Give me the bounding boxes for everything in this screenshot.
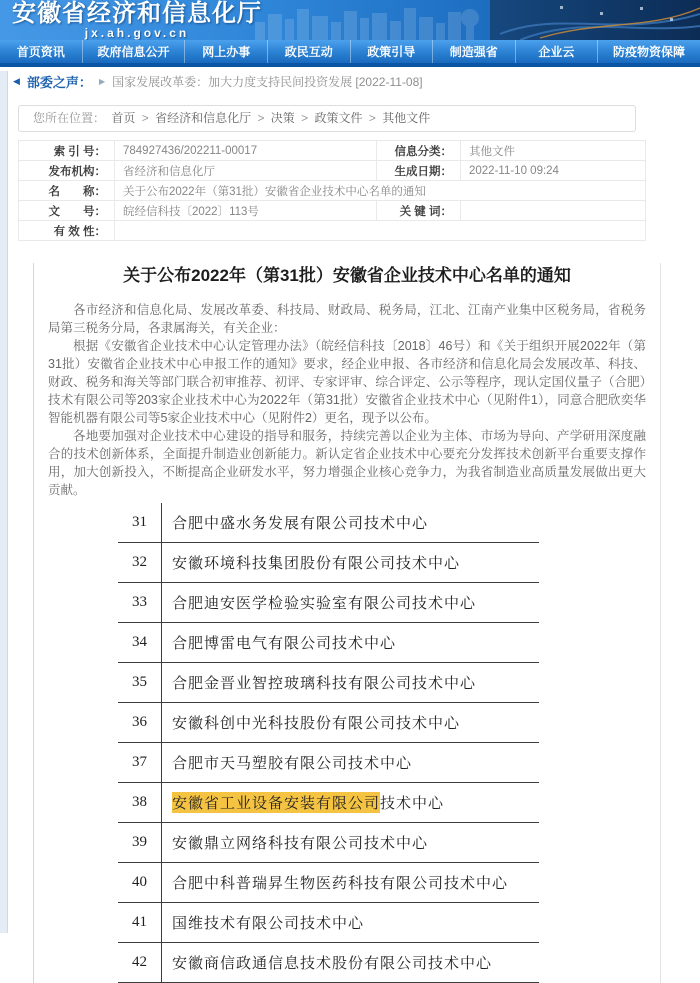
meta-label-title: 名 称： bbox=[19, 181, 115, 201]
article-paragraph: 根据《安徽省企业技术中心认定管理办法》（皖经信科技〔2018〕46号）和《关于组织开展2022年（第31批）安徽省企业技术中心申报工作的通知》要求，经企业申报、各市经济和信息化局会发展改革、科技、财政、税务和海关等部门联合初审推荐、初评、专家评审、综合评定、公示等程序，现认定国仪量子（合肥）技术有限公司等203家企业技术中心为2022年（第31批）安徽省企业技术中心（见附件1），同意合肥欣奕华智能机器有限公司等5家企业技术中心（见附件2）更名，现予以公布。 bbox=[48, 339, 646, 425]
site-url: jx.ah.gov.cn bbox=[84, 26, 190, 40]
meta-value-title: 关于公布2022年（第31批）安徽省企业技术中心名单的通知 bbox=[115, 181, 646, 201]
breadcrumb-link-home[interactable]: 首页 bbox=[111, 111, 136, 125]
breadcrumb-separator: > bbox=[257, 111, 265, 125]
meta-value-index-number: 784927436/202211-00017 bbox=[115, 141, 377, 161]
row-number: 38 bbox=[118, 783, 162, 822]
company-name: 合肥金晋业智控玻璃科技有限公司技术中心 bbox=[172, 676, 477, 692]
meta-value-issuing-agency: 省经济和信息化厅 bbox=[115, 161, 377, 181]
table-row-highlighted bbox=[118, 783, 539, 823]
company-name: 安徽科创中光科技股份有限公司技术中心 bbox=[172, 716, 461, 732]
company-name: 合肥迪安医学检验实验室有限公司技术中心 bbox=[172, 596, 477, 612]
table-row bbox=[118, 503, 539, 543]
company-name: 国维技术有限公司技术中心 bbox=[172, 916, 365, 932]
row-number: 36 bbox=[118, 703, 162, 742]
table-row bbox=[118, 863, 539, 903]
nav-item-gov-info-disclosure[interactable]: 政府信息公开 bbox=[82, 40, 185, 63]
meta-label-doc-number: 文 号： bbox=[19, 201, 115, 221]
table-row bbox=[118, 543, 539, 583]
ticker-prev-icon[interactable]: ◀ bbox=[13, 76, 20, 86]
tech-center-list-table bbox=[118, 503, 539, 983]
meta-label-issue-date: 生成日期： bbox=[377, 161, 461, 181]
company-name: 合肥中科普瑞昇生物医药科技有限公司技术中心 bbox=[172, 876, 509, 892]
meta-row bbox=[19, 161, 646, 181]
breadcrumb-separator: > bbox=[141, 111, 149, 125]
company-name: 合肥市天马塑胶有限公司技术中心 bbox=[172, 756, 413, 772]
site-banner bbox=[0, 0, 700, 40]
breadcrumb-link-department[interactable]: 省经济和信息化厅 bbox=[155, 111, 252, 125]
breadcrumb-separator: > bbox=[301, 111, 309, 125]
row-number: 40 bbox=[118, 863, 162, 902]
main-nav bbox=[0, 40, 700, 67]
meta-label-info-category: 信息分类： bbox=[377, 141, 461, 161]
row-number: 33 bbox=[118, 583, 162, 622]
page-left-margin bbox=[0, 71, 8, 933]
meta-row bbox=[19, 221, 646, 241]
nav-item-epidemic-supplies[interactable]: 防疫物资保障 bbox=[597, 40, 700, 63]
meta-row bbox=[19, 201, 646, 221]
search-highlight: 安徽省工业设备安装有限公司 bbox=[172, 792, 380, 813]
breadcrumb bbox=[18, 105, 636, 132]
nav-item-policy-guidance[interactable]: 政策引导 bbox=[350, 40, 433, 63]
table-row bbox=[118, 903, 539, 943]
document-meta-table bbox=[18, 140, 646, 241]
meta-value-validity bbox=[115, 221, 646, 241]
company-name: 安徽环境科技集团股份有限公司技术中心 bbox=[172, 556, 461, 572]
breadcrumb-link-other-docs[interactable]: 其他文件 bbox=[382, 111, 431, 125]
nav-item-home-news[interactable]: 首页资讯 bbox=[16, 45, 65, 59]
breadcrumb-link-policy-docs[interactable]: 政策文件 bbox=[314, 111, 363, 125]
site-title[interactable]: 安徽省经济和信息化厅 bbox=[12, 0, 262, 27]
meta-label-validity: 有 效 性： bbox=[19, 221, 115, 241]
table-row bbox=[118, 823, 539, 863]
company-name: 安徽鼎立网络科技有限公司技术中心 bbox=[172, 836, 429, 852]
meta-value-issue-date: 2022-11-10 09:24 bbox=[461, 161, 646, 181]
meta-label-index-number: 索 引 号： bbox=[19, 141, 115, 161]
table-row bbox=[118, 663, 539, 703]
meta-row bbox=[19, 181, 646, 201]
nav-item-online-services[interactable]: 网上办事 bbox=[184, 40, 267, 63]
nav-item-manufacturing-province[interactable]: 制造强省 bbox=[432, 40, 515, 63]
meta-row bbox=[19, 141, 646, 161]
nav-item-enterprise-cloud[interactable]: 企业云 bbox=[515, 40, 598, 63]
table-row bbox=[118, 703, 539, 743]
breadcrumb-separator: > bbox=[368, 111, 376, 125]
company-name-suffix: 技术中心 bbox=[380, 796, 445, 812]
article-body bbox=[33, 263, 661, 983]
company-name bbox=[162, 783, 444, 822]
ticker-bullet-icon: ▶ bbox=[98, 77, 106, 86]
article-paragraph: 各市经济和信息化局、发展改革委、科技局、财政局、税务局，江北、江南产业集中区税务局，省税务局第三税务分局，各隶属海关，有关企业： bbox=[48, 303, 646, 335]
ticker-label: 部委之声： bbox=[26, 75, 92, 90]
nav-item-public-interaction[interactable]: 政民互动 bbox=[267, 40, 350, 63]
article-paragraph: 各地要加强对企业技术中心建设的指导和服务，持续完善以企业为主体、市场为导向、产学研用深度融合的技术创新体系，全面提升制造业创新能力。新认定省企业技术中心要充分发挥技术创新平台重要支撑作用，加大创新投入，不断提高企业研发水平，努力增强企业核心竞争力，为我省制造业高质量发展做出更大贡献。 bbox=[48, 429, 646, 497]
company-name: 合肥中盛水务发展有限公司技术中心 bbox=[172, 516, 429, 532]
company-name: 安徽商信政通信息技术股份有限公司技术中心 bbox=[172, 956, 493, 972]
breadcrumb-prefix: 您所在位置： bbox=[33, 111, 106, 125]
meta-label-issuing-agency: 发布机构： bbox=[19, 161, 115, 181]
row-number: 32 bbox=[118, 543, 162, 582]
row-number: 41 bbox=[118, 903, 162, 942]
table-row bbox=[118, 583, 539, 623]
company-name: 合肥博雷电气有限公司技术中心 bbox=[172, 636, 397, 652]
row-number: 39 bbox=[118, 823, 162, 862]
meta-label-keywords: 关 键 词： bbox=[377, 201, 461, 221]
meta-value-keywords bbox=[461, 201, 646, 221]
meta-value-doc-number: 皖经信科技〔2022〕113号 bbox=[115, 201, 377, 221]
row-number: 37 bbox=[118, 743, 162, 782]
table-row bbox=[118, 943, 539, 983]
row-number: 42 bbox=[118, 943, 162, 982]
news-ticker bbox=[0, 67, 700, 96]
breadcrumb-link-decisions[interactable]: 决策 bbox=[270, 111, 295, 125]
row-number: 31 bbox=[118, 503, 162, 542]
ticker-news-link[interactable]: 国家发展改革委：加大力度支持民间投资发展 [2022-11-08] bbox=[112, 75, 423, 89]
row-number: 35 bbox=[118, 663, 162, 702]
table-row bbox=[118, 623, 539, 663]
article-title: 关于公布2022年（第31批）安徽省企业技术中心名单的通知 bbox=[123, 266, 571, 285]
table-row bbox=[118, 743, 539, 783]
row-number: 34 bbox=[118, 623, 162, 662]
meta-value-info-category: 其他文件 bbox=[461, 141, 646, 161]
